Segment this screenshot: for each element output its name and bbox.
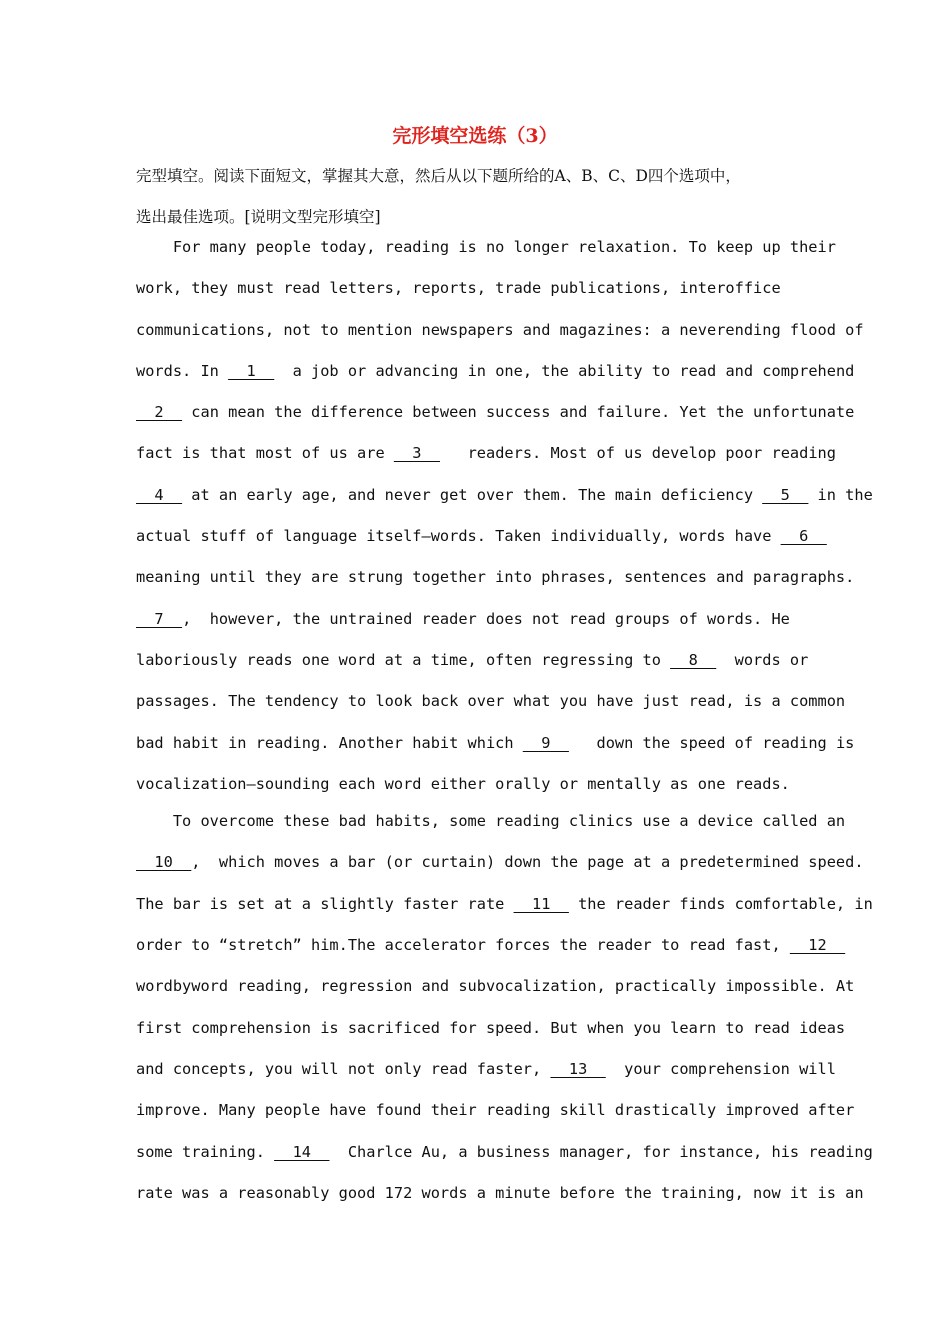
passage-line bbox=[136, 433, 836, 474]
blank-1: __1__ bbox=[228, 361, 275, 380]
passage-line bbox=[136, 599, 816, 640]
passage-text: wordbyword reading, regression and subvocalization, practically impossible. At bbox=[136, 977, 855, 996]
blank-2: __2__ bbox=[136, 403, 183, 422]
passage-text: readers. Most of us develop poor reading bbox=[439, 444, 836, 463]
passage-text: Charlce Au, a business manager, for instance, his reading bbox=[329, 1142, 873, 1161]
passage-line bbox=[136, 801, 846, 842]
blank-4: __4__ bbox=[136, 485, 183, 504]
passage-text: laboriously reads one word at a time, often regressing to bbox=[136, 650, 671, 669]
passage-line bbox=[136, 640, 816, 681]
passage-text: order to “stretch” him.The accelerator forces the reader to read fast, bbox=[136, 936, 790, 955]
blank-14: __14__ bbox=[274, 1142, 330, 1161]
passage-text: vocalization—sounding each word either orally or mentally as one reads. bbox=[136, 774, 790, 793]
blank-12: __12__ bbox=[789, 936, 846, 955]
passage-line bbox=[136, 475, 873, 516]
passage-text: work, they must read letters, reports, trade publications, interoffice bbox=[136, 279, 781, 298]
passage-text: rate was a reasonably good 172 words a minute before the training, now it is an bbox=[136, 1183, 864, 1202]
passage-text: , however, the untrained reader does not read groups of words. He bbox=[182, 609, 790, 628]
passage-line bbox=[136, 268, 816, 309]
blank-13: __13__ bbox=[550, 1059, 606, 1078]
blank-6: __6__ bbox=[780, 527, 827, 546]
blank-7: __7__ bbox=[136, 609, 183, 628]
passage-line bbox=[136, 681, 846, 722]
instructions-line: 完型填空。阅读下面短文，掌握其大意，然后从以下题所给的A、B、C、D四个选项中， bbox=[136, 167, 741, 185]
passage-line bbox=[136, 764, 816, 805]
passage-line bbox=[136, 1090, 855, 1131]
blank-11: __11__ bbox=[513, 894, 569, 913]
passage-text: in the bbox=[808, 485, 873, 504]
passage-line bbox=[136, 351, 855, 392]
passage-text: at an early age, and never get over them. The main deficiency bbox=[182, 485, 763, 504]
paragraph bbox=[136, 801, 873, 1214]
passage-line bbox=[136, 516, 827, 557]
passage-text: your comprehension will bbox=[605, 1059, 836, 1078]
passage-text: meaning until they are strung together into phrases, sentences and paragraphs. bbox=[136, 568, 855, 587]
passage-line bbox=[136, 723, 855, 764]
passage-line bbox=[136, 966, 855, 1007]
passage-text: To overcome these bad habits, some reading clinics use a device called an bbox=[136, 812, 846, 831]
passage-line bbox=[136, 1008, 846, 1049]
instructions-line: 选出最佳选项。[说明文型完形填空] bbox=[136, 208, 381, 226]
instructions bbox=[136, 156, 816, 238]
passage-text: passages. The tendency to look back over what you have just read, is a common bbox=[136, 692, 846, 711]
passage-text: The bar is set at a slightly faster rate bbox=[136, 894, 514, 913]
passage bbox=[136, 227, 873, 1214]
passage-text: a job or advancing in one, the ability to read and comprehend bbox=[274, 361, 855, 380]
passage-text: words. In bbox=[136, 361, 229, 380]
passage-text: and concepts, you will not only read faster, bbox=[136, 1059, 551, 1078]
paragraph bbox=[136, 227, 873, 805]
passage-line bbox=[136, 1049, 836, 1090]
passage-text: some training. bbox=[136, 1142, 275, 1161]
passage-line bbox=[136, 1173, 864, 1214]
blank-9: __9__ bbox=[522, 733, 569, 752]
passage-text: down the speed of reading is bbox=[568, 733, 855, 752]
passage-text: fact is that most of us are bbox=[136, 444, 394, 463]
passage-text: , which moves a bar (or curtain) down the page at a predetermined speed. bbox=[191, 853, 864, 872]
passage-text: can mean the difference between success and failure. Yet the unfortunate bbox=[182, 403, 855, 422]
passage-text: actual stuff of language itself—words. Taken individually, words have bbox=[136, 527, 781, 546]
blank-10: __10__ bbox=[136, 853, 192, 872]
passage-line bbox=[136, 392, 855, 433]
passage-line bbox=[136, 884, 873, 925]
passage-text: first comprehension is sacrificed for speed. But when you learn to read ideas bbox=[136, 1018, 846, 1037]
blank-3: __3__ bbox=[393, 444, 440, 463]
passage-text: bad habit in reading. Another habit which bbox=[136, 733, 523, 752]
page-title: 完形填空选练（3） bbox=[392, 125, 558, 147]
blank-5: __5__ bbox=[762, 485, 809, 504]
passage-line bbox=[136, 842, 864, 883]
passage-line bbox=[136, 557, 855, 598]
passage-line bbox=[136, 925, 846, 966]
passage-text: improve. Many people have found their reading skill drastically improved after bbox=[136, 1101, 855, 1120]
passage-text: For many people today, reading is no longer relaxation. To keep up their bbox=[136, 238, 836, 256]
passage-line bbox=[136, 1132, 873, 1173]
passage-text: communications, not to mention newspapers and magazines: a neverending flood of bbox=[136, 320, 864, 339]
passage-text: words or bbox=[716, 650, 809, 669]
blank-8: __8__ bbox=[670, 650, 717, 669]
passage-text: the reader finds comfortable, in bbox=[568, 894, 873, 913]
passage-line bbox=[136, 310, 864, 351]
passage-line bbox=[136, 227, 836, 268]
